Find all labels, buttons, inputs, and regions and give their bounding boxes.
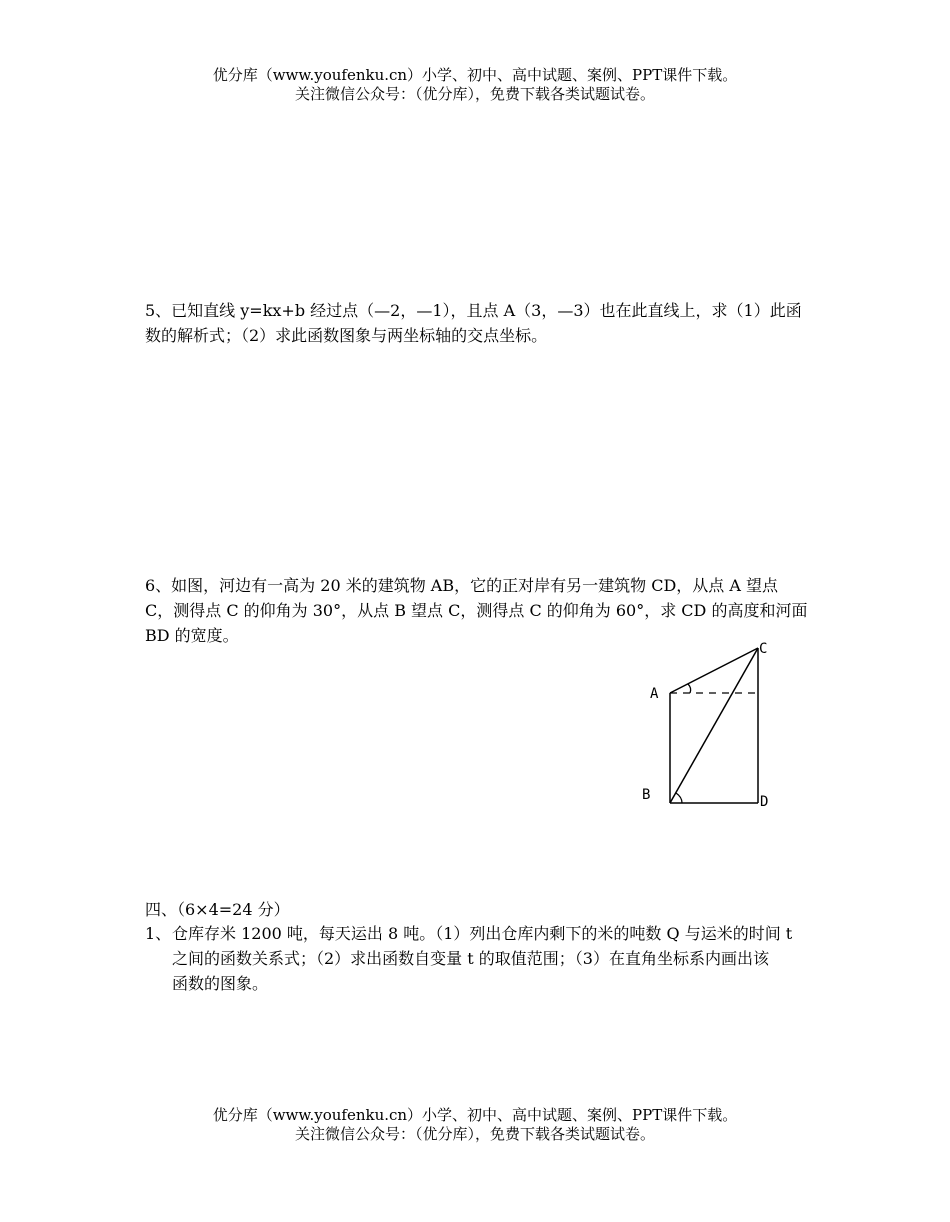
- header-line-1: 优分库（www.youfenku.cn）小学、初中、高中试题、案例、PPT课件下载。: [212, 66, 738, 84]
- item-1-line-2: 之间的函数关系式；（2）求出函数自变量 t 的取值范围；（3）在直角坐标系内画出该: [172, 949, 769, 968]
- section-4-heading: 四、（6×4=24 分）: [145, 900, 290, 919]
- label-c: C: [759, 641, 768, 657]
- label-b: B: [642, 787, 651, 803]
- question-5: [145, 298, 810, 348]
- item-1-line-1: 仓库存米 1200 吨，每天运出 8 吨。（1）列出仓库内剩下的米的吨数 Q 与运米的时间 t: [172, 924, 793, 943]
- question-6-line-2: C，测得点 C 的仰角为 30°，从点 B 望点 C，测得点 C 的仰角为 60°，求 CD 的高度和河面: [145, 601, 808, 620]
- page-footer: [0, 1106, 950, 1144]
- footer-line-2: 关注微信公众号：（优分库），免费下载各类试题试卷。: [294, 1125, 655, 1143]
- item-number: 1、: [145, 924, 172, 943]
- page-header: [0, 66, 950, 104]
- question-6-line-3: BD 的宽度。: [145, 626, 239, 645]
- question-6-line-1: 6、如图，河边有一高为 20 米的建筑物 AB，它的正对岸有另一建筑物 CD，从点 A 望点: [145, 576, 778, 595]
- item-1-line-3: 函数的图象。: [172, 974, 269, 993]
- footer-line-1: 优分库（www.youfenku.cn）小学、初中、高中试题、案例、PPT课件下载。: [212, 1106, 738, 1124]
- section-4-question-1: [145, 921, 810, 996]
- angle-mark-a: [688, 684, 691, 693]
- angle-mark-b: [676, 793, 682, 803]
- label-a: A: [650, 686, 659, 702]
- question-5-line-2: 数的解析式；（2）求此函数图象与两坐标轴的交点坐标。: [145, 326, 548, 345]
- section-4-title: [145, 897, 810, 922]
- question-5-line-1: 5、已知直线 y=kx+b 经过点（—2，—1），且点 A（3，—3）也在此直线上，求（1）此函: [145, 301, 802, 320]
- header-line-2: 关注微信公众号：（优分库），免费下载各类试题试卷。: [294, 85, 655, 103]
- label-d: D: [760, 794, 769, 810]
- building-angle-figure: [636, 636, 786, 816]
